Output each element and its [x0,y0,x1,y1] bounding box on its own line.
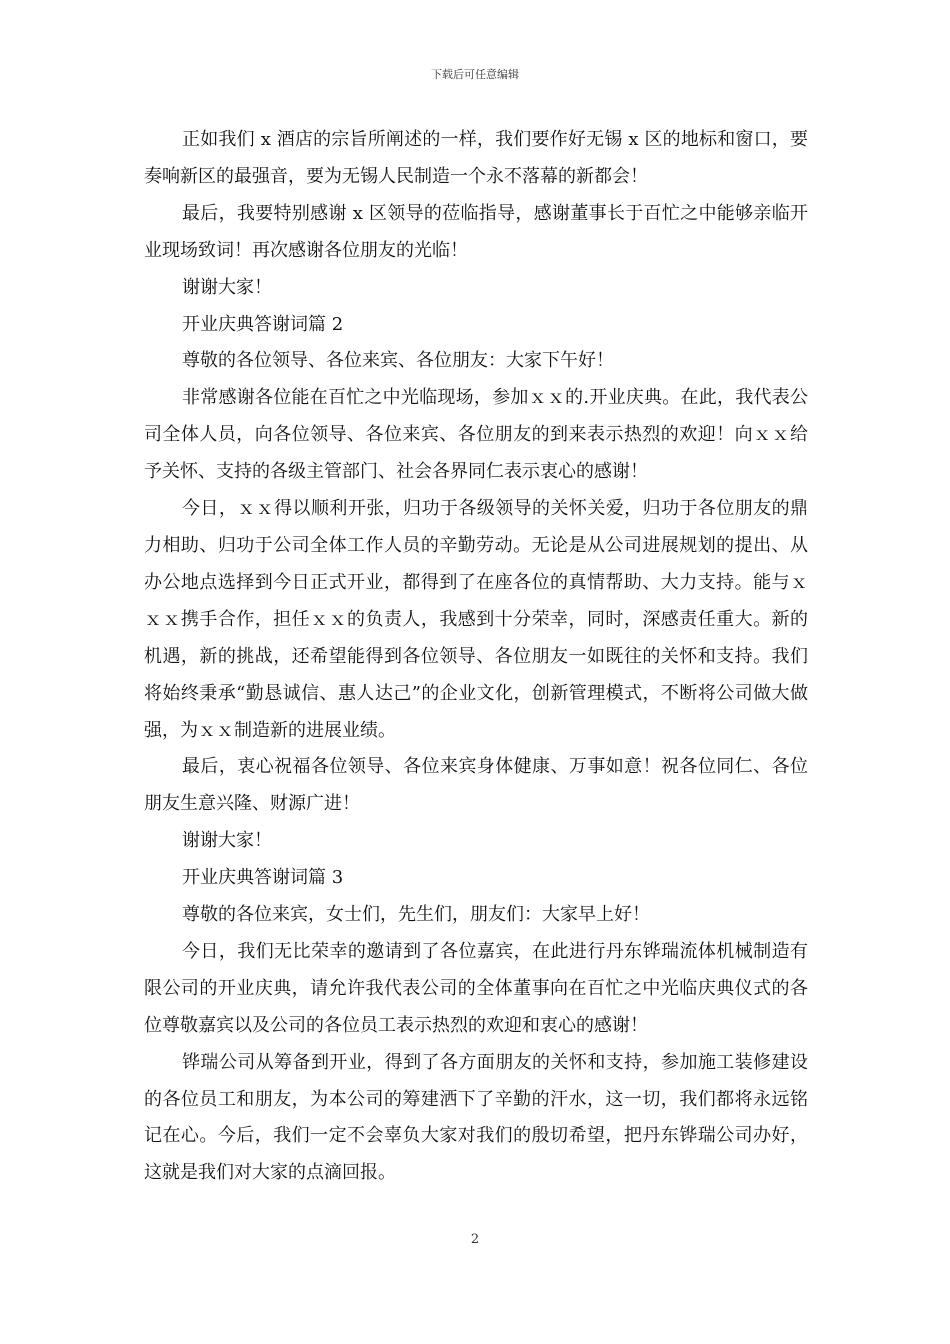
paragraph: 铧瑞公司从筹备到开业，得到了各方面朋友的关怀和支持，参加施工装修建设的各位员工和朋友，为本公司的筹建洒下了辛勤的汗水，这一切，我们都将永远铭记在心。今后，我们一定不会辜负大家对我们的殷切希望，把丹东铧瑞公司办好，这就是我们对大家的点滴回报。 [144,1051,808,1184]
paragraph: 今日，ｘｘ得以顺利开张，归功于各级领导的关怀关爱，归功于各位朋友的鼎力相助、归功于公司全体工作人员的辛勤劳动。无论是从公司进展规划的提出、从办公地点选择到今日正式开业，都得到了在座各位的真情帮助、大力支持。能与ｘｘｘ携手合作，担任ｘｘ的负责人，我感到十分荣幸，同时，深感责任重大。新的机遇，新的挑战，还希望能得到各位领导、各位朋友一如既往的关怀和支持。我们将始终秉承“勤恳诚信、惠人达己”的企业文化，创新管理模式，不断将公司做大做强，为ｘｘ制造新的进展业绩。 [144,498,808,741]
page-number: 2 [470,1232,480,1247]
page-header: 下载后可任意编辑 [431,68,519,81]
paragraph: 今日，我们无比荣幸的邀请到了各位嘉宾，在此进行丹东铧瑞流体机械制造有限公司的开业庆典，请允许我代表公司的全体董事向在百忙之中光临庆典仪式的各位尊敬嘉宾以及公司的各位员工表示热烈的欢迎和衷心的感谢！ [144,940,808,1036]
document-body [144,122,808,1192]
paragraph: 谢谢大家！ [182,830,272,852]
section-heading: 开业庆典答谢词篇 2 [182,313,344,335]
salutation: 尊敬的各位领导、各位来宾、各位朋友：大家下午好！ [182,350,614,372]
salutation: 尊敬的各位来宾，女士们，先生们，朋友们：大家早上好！ [182,904,650,926]
paragraph: 最后，我要特别感谢 x 区领导的莅临指导，感谢董事长于百忙之中能够亲临开业现场致词！再次感谢各位朋友的光临！ [144,202,808,261]
paragraph: 正如我们 x 酒店的宗旨所阐述的一样，我们要作好无锡 x 区的地标和窗口，要奏响新区的最强音，要为无锡人民制造一个永不落幕的新都会！ [144,129,808,187]
section-heading: 开业庆典答谢词篇 3 [182,867,344,889]
paragraph: 谢谢大家！ [182,276,272,298]
paragraph: 非常感谢各位能在百忙之中光临现场，参加ｘｘ的.开业庆典。在此，我代表公司全体人员，向各位领导、各位来宾、各位朋友的到来表示热烈的欢迎！向ｘｘ给予关怀、支持的各级主管部门、社会各界同仁表示衷心的感谢！ [144,387,808,483]
paragraph: 最后，衷心祝福各位领导、各位来宾身体健康、万事如意！祝各位同仁、各位朋友生意兴隆、财源广进！ [144,756,808,815]
